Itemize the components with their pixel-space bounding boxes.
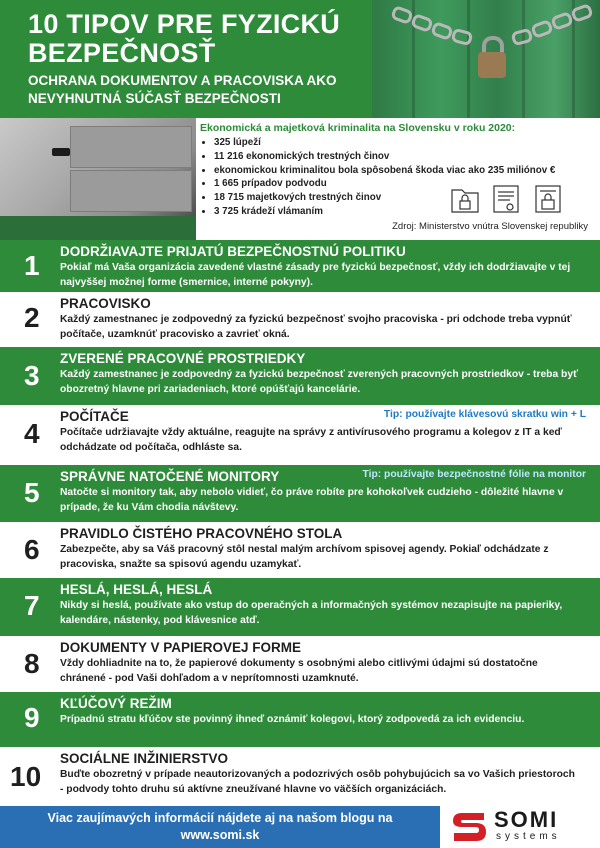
tip-number: 6 — [24, 534, 40, 565]
stats-item: • 1 665 prípadov podvodu — [214, 177, 555, 191]
chain-link — [390, 5, 414, 25]
tip-body: Buďte obozretný v prípade neautorizovaných a podozrivých osôb pohybujúcich sa vo Vašich priestoroch - podvody tohto druhu sú aktívne zneužívané hlavne vo väčších organizáciách. — [60, 769, 575, 795]
document-stamp-icon — [494, 186, 518, 212]
tip-number: 4 — [24, 418, 40, 449]
tip-item-6 — [0, 522, 600, 578]
tip-title: POČÍTAČE — [60, 409, 129, 424]
stats-source: Zdroj: Ministerstvo vnútra Slovenskej republiky — [392, 221, 588, 232]
green-desk-strip — [0, 216, 196, 240]
stats-item: • 3 725 krádeží vlámaním — [214, 205, 555, 219]
tip-body: Každý zamestnanec je zodpovedný za fyzickú bezpečnosť svojho pracoviska - pri odchode treba vypnúť počítače, uzamknúť pracovisko a zavrieť okná. — [60, 314, 572, 340]
tip-item-3 — [0, 347, 600, 405]
tip-title: HESLÁ, HESLÁ, HESLÁ — [60, 582, 213, 597]
tip-item-4 — [0, 405, 600, 465]
tip-title: KĽÚČOVÝ REŽIM — [60, 696, 172, 711]
tip-body: Pokiaľ má Vaša organizácia zavedené vlastné zásady pre fyzickú bezpečnosť, vždy ich dodržiavajte v tej najvyššej možnej forme (smernice, interné pokyny). — [60, 262, 571, 288]
tip-number: 3 — [24, 360, 40, 391]
chain-link — [430, 21, 454, 41]
tip-number: 9 — [24, 702, 40, 733]
chain-link — [511, 28, 534, 47]
door-plank-line — [522, 0, 525, 118]
page-title: 10 TIPOV PRE FYZICKÚ BEZPEČNOSŤ — [28, 9, 341, 68]
tip-body: Prípadnú stratu kľúčov ste povinný ihneď oznámiť kolegovi, ktorý zodpovedá za ich evidenciu. — [60, 714, 525, 725]
page-subtitle: OCHRANA DOKUMENTOV A PRACOVISKA AKO NEVYHNUTNÁ SÚČASŤ BEZPEČNOSTI — [28, 73, 337, 106]
tip-body: Nikdy si heslá, používate ako vstup do operačných a informačných systémov nezapisujte na papieriky, kalendáre, nástenky, pod klávesnice atď. — [60, 600, 563, 626]
tip-item-9 — [0, 692, 600, 747]
tip-number: 8 — [24, 648, 40, 679]
tip-title: DODRŽIAVAJTE PRIJATÚ BEZPEČNOSTNÚ POLITIKU — [60, 244, 406, 259]
key-icon — [52, 148, 70, 156]
chain-link — [530, 19, 554, 39]
stats-item: • 18 715 majetkových trestných činov — [214, 191, 555, 205]
tip-body: Každý zamestnanec je zodpovedný za fyzickú bezpečnosť zverených pracovných prostriedkov - treba byť obozretný hlavne pri zariadeniach, ktoré opúšťajú kancelárie. — [60, 369, 579, 395]
tip-number: 5 — [24, 477, 40, 508]
folder-lock-icon — [452, 190, 478, 212]
tip-title: ZVERENÉ PRACOVNÉ PROSTRIEDKY — [60, 351, 306, 366]
stats-item: • 325 lúpeží — [214, 136, 555, 150]
stats-heading: Ekonomická a majetková kriminalita na Slovensku v roku 2020: — [200, 122, 516, 134]
tip-number: 2 — [24, 302, 40, 333]
blog-link[interactable]: Viac zaujímavých informácií nájdete aj na našom blogu na www.somi.sk — [47, 811, 393, 842]
drawer-front — [70, 126, 192, 168]
tip-item-2 — [0, 292, 600, 347]
tip-hint: Tip: používajte bezpečnostné fólie na monitor — [362, 469, 586, 480]
tip-number: 7 — [24, 590, 40, 621]
tip-title: PRAVIDLO ČISTÉHO PRACOVNÉHO STOLA — [60, 526, 343, 541]
tip-title: DOKUMENTY V PAPIEROVEJ FORME — [60, 640, 302, 655]
tip-number: 1 — [24, 250, 40, 281]
header-banner — [0, 0, 600, 118]
tip-number: 10 — [10, 761, 42, 792]
tip-item-8 — [0, 636, 600, 692]
document-lock-icon — [536, 186, 560, 212]
tip-hint: Tip: používajte klávesovú skratku win + L — [383, 409, 586, 420]
chain-link — [451, 28, 474, 47]
drawer-front — [70, 170, 192, 212]
tip-item-5 — [0, 465, 600, 522]
stats-item: • ekonomickou kriminalitou bola spôsobená škoda viac ako 235 miliónov € — [214, 164, 555, 178]
logo-subtitle: systems — [496, 831, 561, 842]
logo-wordmark: SOMI — [494, 807, 559, 832]
door-plank-line — [467, 0, 470, 118]
tip-title: PRACOVISKO — [60, 296, 151, 311]
tip-body: Počítače udržiavajte vždy aktuálne, reagujte na správy z antivírusového programu a kolegov z IT a keď odchádzate od počítača, odhláste sa. — [60, 427, 562, 453]
tip-item-7 — [0, 578, 600, 636]
somi-logo-icon — [450, 810, 488, 844]
chain-link — [550, 11, 574, 31]
footer-band — [0, 806, 440, 848]
document-security-icons — [448, 182, 568, 216]
tip-body: Zabezpečte, aby sa Váš pracovný stôl nestal malým archívom spisovej agendy. Pokiaľ odchádzate z pracoviska, snažte sa spisovú agendu uzamykať. — [60, 544, 549, 570]
tip-item-10 — [0, 747, 600, 806]
cabinet-key-photo — [0, 118, 196, 240]
stats-item: • 11 216 ekonomických trestných činov — [214, 150, 555, 164]
footer — [0, 806, 600, 848]
tip-body: Vždy dohliadnite na to, že papierové dokumenty s osobnými alebo citlivými údajmi sú dostatočne chránené - pod Vaši dohľadom a v neprítomnosti uzamknuté. — [60, 658, 538, 684]
padlock-icon — [478, 52, 506, 78]
tip-item-1 — [0, 240, 600, 292]
tip-body: Natočte si monitory tak, aby nebolo vidieť, čo práve robíte pre kohokoľvek cudzieho - dôležité hlavne v prípade, že ku Vám chodia návštevy. — [60, 487, 564, 513]
tip-title: SPRÁVNE NATOČENÉ MONITORY — [60, 469, 280, 484]
tip-title: SOCIÁLNE INŽINIERSTVO — [60, 751, 229, 766]
